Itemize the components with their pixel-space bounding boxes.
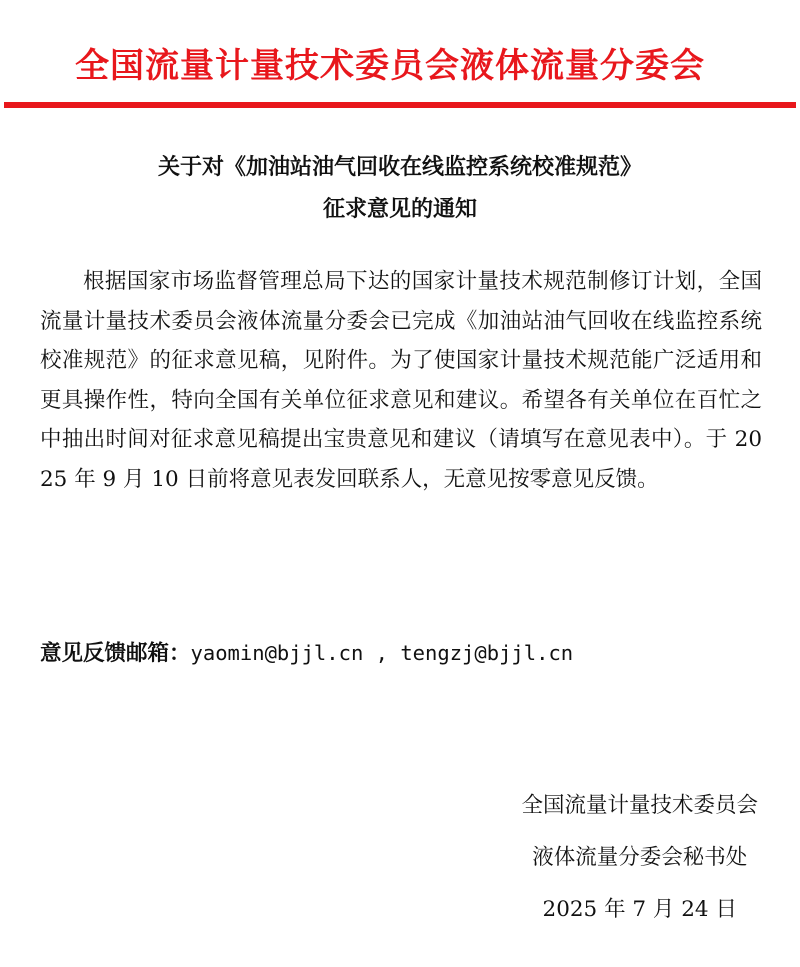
organization-header: 全国流量计量技术委员会液体流量分委会 — [75, 46, 705, 86]
signature-organization: 全国流量计量技术委员会 — [521, 793, 758, 818]
signature-date: 2025 年 7 月 24 日 — [542, 897, 737, 922]
email-separator: , — [363, 641, 401, 665]
feedback-email-line — [40, 636, 780, 667]
notice-title-line-2: 征求意见的通知 — [322, 197, 477, 222]
notice-title-line-1: 关于对《加油站油气回收在线监控系统校准规范》 — [157, 155, 642, 180]
signature-block — [521, 780, 758, 936]
feedback-email-2[interactable]: tengzj@bjjl.cn — [400, 641, 574, 665]
body-paragraph: 根据国家市场监督管理总局下达的国家计量技术规范制修订计划，全国流量计量技术委员会液体流量分委会已完成《加油站油气回收在线监控系统校准规范》的征求意见稿，见附件。为了使国家计量技术规范能广泛适用和更具操作性，特向全国有关单位征求意见和建议。希望各有关单位在百忙之中抽出时间对征求意见稿提出宝贵意见和建议（请填写在意见表中）。于 2025 年 9 月 10 日前将意见表发回联系人，无意见按零意见反馈。 — [40, 269, 762, 492]
signature-secretariat: 液体流量分委会秘书处 — [532, 845, 748, 870]
feedback-email-label: 意见反馈邮箱： — [40, 641, 191, 666]
header-divider-rule — [4, 102, 796, 108]
feedback-email-1[interactable]: yaomin@bjjl.cn — [190, 641, 364, 665]
